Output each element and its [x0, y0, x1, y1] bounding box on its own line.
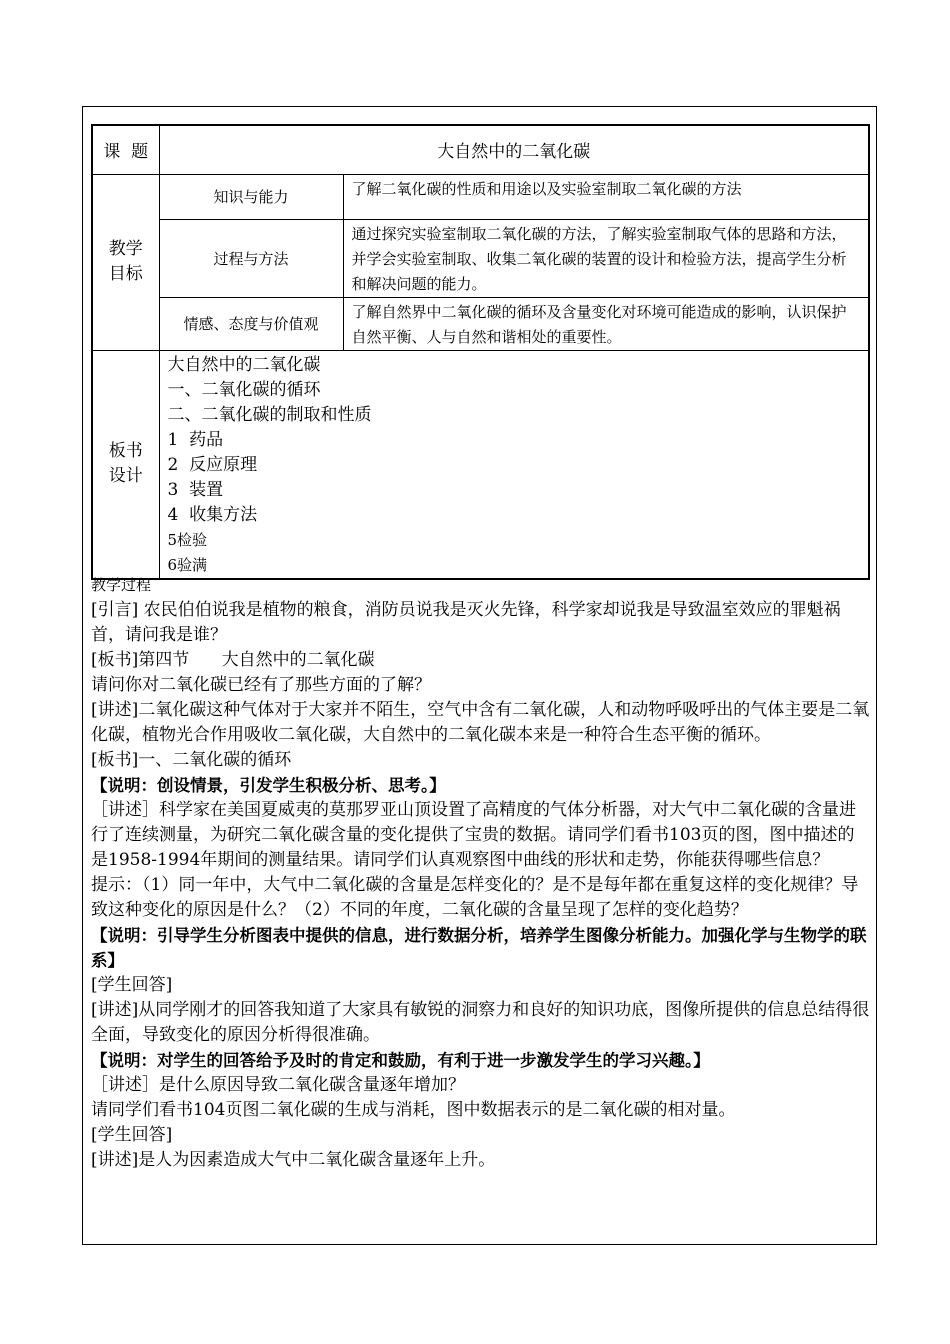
- goals-label-line: 目标: [108, 264, 143, 284]
- process-heading: 教学过程: [91, 576, 152, 594]
- process-paragraph: 提示：（1）同一年中，大气中二氧化碳的含量是怎样变化的？是不是每年都在重复这样的变化规律？导致这种变化的原因是什么？（2）不同的年度，二氧化碳的含量呈现了怎样的变化趋势？: [91, 875, 859, 920]
- board-label-line: 板书: [108, 441, 143, 461]
- goal-text: 了解二氧化碳的性质和用途以及实验室制取二氧化碳的方法: [343, 174, 869, 219]
- process-paragraph: ［讲述］科学家在美国夏威夷的莫那罗亚山顶设置了高精度的气体分析器，对大气中二氧化碳的含量进行了连续测量，为研究二氧化碳含量的变化提供了宝贵的数据。请同学们看书103页的图，图中描述的是1958-1994年期间的测量结果。请同学们认真观察图中曲线的形状和走势，你能获得哪些信息？: [91, 800, 856, 870]
- board-line: 大自然中的二氧化碳: [167, 354, 321, 375]
- process-paragraph: 请同学们看书104页图二氧化碳的生成与消耗，图中数据表示的是二氧化碳的相对量。: [91, 1100, 736, 1120]
- process-paragraph: [板书]一、二氧化碳的循环: [91, 750, 292, 770]
- process-note: 【说明：对学生的回答给予及时的肯定和鼓励，有利于进一步激发学生的学习兴趣。】: [91, 1051, 710, 1070]
- process-note: 【说明：创设情景，引发学生积极分析、思考。】: [91, 776, 446, 795]
- goal-category: 情感、态度与价值观: [159, 297, 343, 350]
- board-line: 1 药品: [167, 429, 224, 450]
- process-paragraph: [板书]第四节 大自然中的二氧化碳: [91, 650, 375, 670]
- goal-text: 了解自然界中二氧化碳的循环及含量变化对环境可能造成的影响，认识保护自然平衡、人与自然和谐相处的重要性。: [343, 297, 869, 350]
- process-paragraph: 请问你对二氧化碳已经有了那些方面的了解？: [91, 675, 431, 695]
- goal-category: 知识与能力: [159, 174, 343, 219]
- process-note: 【说明：引导学生分析图表中提供的信息，进行数据分析，培养学生图像分析能力。加强化学与生物学的联系】: [91, 926, 867, 970]
- lesson-plan-table: [91, 124, 870, 580]
- goals-label-line: 教学: [108, 239, 143, 259]
- board-line: 一、二氧化碳的循环: [167, 379, 321, 400]
- process-paragraph: [讲述]是人为因素造成大气中二氧化碳含量逐年上升。: [91, 1150, 496, 1170]
- goal-category: 过程与方法: [159, 219, 343, 297]
- process-paragraph: [引言] 农民伯伯说我是植物的粮食，消防员说我是灭火先锋，科学家却说我是导致温室效应的罪魁祸首，请问我是谁？: [91, 600, 841, 645]
- board-line: 5检验: [167, 530, 208, 549]
- process-paragraph: [学生回答]: [91, 975, 173, 995]
- board-label-line: 设计: [108, 466, 143, 486]
- board-line: 6验满: [167, 555, 208, 574]
- topic-value: 大自然中的二氧化碳: [159, 125, 869, 174]
- process-paragraph: [讲述]从同学刚才的回答我知道了大家具有敏锐的洞察力和良好的知识功底，图像所提供的信息总结得很全面，导致变化的原因分析得很准确。: [91, 1000, 870, 1045]
- process-paragraph: [讲述]二氧化碳这种气体对于大家并不陌生，空气中含有二氧化碳，人和动物呼吸呼出的气体主要是二氧化碳，植物光合作用吸收二氧化碳，大自然中的二氧化碳本来是一种符合生态平衡的循环。: [91, 700, 870, 745]
- goals-label-cell: [92, 174, 159, 350]
- board-line: 3 装置: [167, 479, 224, 500]
- teaching-process: [91, 573, 871, 1173]
- board-design: [159, 350, 869, 579]
- topic-label: 课 题: [92, 125, 159, 174]
- process-paragraph: [学生回答]: [91, 1125, 173, 1145]
- process-paragraph: ［讲述］是什么原因导致二氧化碳含量逐年增加？: [91, 1075, 465, 1095]
- board-line: 二、二氧化碳的制取和性质: [167, 404, 372, 425]
- goal-text: 通过探究实验室制取二氧化碳的方法，了解实验室制取气体的思路和方法，并学会实验室制取、收集二氧化碳的装置的设计和检验方法，提高学生分析和解决问题的能力。: [343, 219, 869, 297]
- board-line: 4 收集方法: [167, 504, 258, 525]
- board-label-cell: [92, 350, 159, 579]
- board-line: 2 反应原理: [167, 454, 258, 475]
